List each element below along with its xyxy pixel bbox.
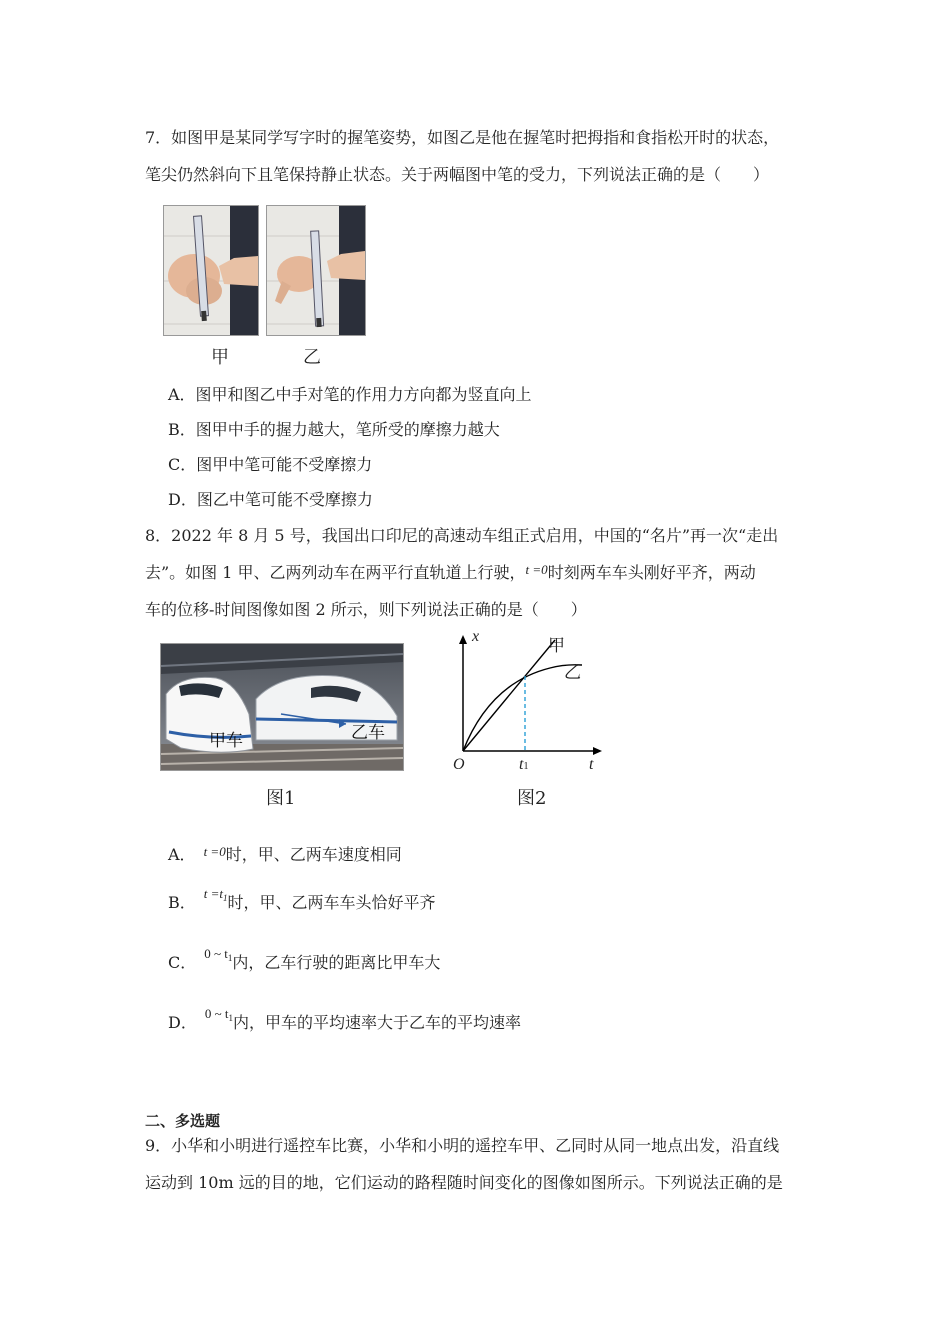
q8-option-c[interactable]	[168, 946, 441, 978]
q8-stem-line3: 车的位移-时间图像如图 2 所示，则下列说法正确的是（ ）	[145, 600, 587, 619]
q8-option-d[interactable]	[168, 1006, 522, 1038]
q8-option-c-letter: C．	[168, 953, 197, 972]
q8-stem-line2-pre: 去”。如图 1 甲、乙两列动车在两平行直轨道上行驶，	[145, 563, 526, 582]
q7-option-a[interactable]: A．图甲和图乙中手对笔的作用力方向都为竖直向上	[168, 385, 532, 404]
q7-photo-right	[266, 205, 366, 336]
q8-fig2-t1-main: t	[519, 756, 524, 773]
q7-stem-line2: 笔尖仍然斜向下且笔保持静止状态。关于两幅图中笔的受力，下列说法正确的是（ ）	[145, 165, 770, 184]
q8-option-b-text: 时，甲、乙两车车头恰好平齐	[227, 893, 436, 912]
q7-caption-left: 甲	[211, 347, 229, 368]
q7-option-d[interactable]: D．图乙中笔可能不受摩擦力	[168, 490, 373, 509]
q8-option-c-math-main: 0 ~ t	[204, 946, 228, 961]
q9-stem-line1: 9．小华和小明进行遥控车比赛，小华和小明的遥控车甲、乙同时从同一地点出发，沿直线	[145, 1136, 780, 1155]
q8-fig2-xt-graph	[450, 628, 610, 778]
q7-option-c[interactable]: C．图甲中笔可能不受摩擦力	[168, 455, 373, 474]
q8-option-b[interactable]	[168, 886, 436, 918]
q8-option-c-math-sub: 1	[227, 953, 233, 963]
q8-option-d-text: 内，甲车的平均速率大于乙车的平均速率	[233, 1013, 522, 1032]
q8-fig2-t1-sub: 1	[523, 761, 529, 772]
q8-fig1-label-jia: 甲车	[209, 731, 243, 751]
q9-stem-line2: 运动到 10m 远的目的地，它们运动的路程随时间变化的图像如图所示。下列说法正确的是	[145, 1173, 783, 1192]
q8-fig1-caption: 图1	[266, 788, 296, 809]
q8-stem-line2	[145, 563, 756, 584]
q8-option-a-math: t =0	[203, 844, 226, 859]
q8-option-d-math-main: 0 ~ t	[204, 1006, 229, 1021]
q8-stem-line1: 8．2022 年 8 月 5 号，我国出口印尼的高速动车组正式启用，中国的“名片”再一次“走出	[145, 526, 779, 545]
q7-option-b[interactable]: B．图甲中手的握力越大，笔所受的摩擦力越大	[168, 420, 500, 439]
q8-fig2-origin-label: O	[453, 756, 465, 773]
q8-option-d-math	[205, 1006, 233, 1021]
q8-fig2-caption: 图2	[517, 788, 547, 809]
q8-stem-line2-post: 时刻两车车头刚好平齐，两动	[547, 563, 756, 582]
q8-fig1-label-yi: 乙车	[351, 723, 385, 743]
q8-option-b-math-main: t =t	[203, 886, 224, 901]
q7-caption-right: 乙	[303, 347, 321, 368]
q8-option-b-letter: B．	[168, 893, 196, 912]
q8-option-b-math-sub: 1	[223, 893, 228, 903]
q7-photo-left	[163, 205, 259, 336]
q8-fig2-t1-label	[519, 756, 528, 774]
q8-option-a[interactable]	[168, 845, 402, 866]
q8-fig2-curve-jia-label: 甲	[548, 636, 565, 656]
q8-fig2-curve-yi-label: 乙	[564, 663, 581, 683]
q8-stem-line2-math: t =0	[525, 562, 548, 577]
section-heading: 二、多选题	[145, 1112, 221, 1130]
q8-option-d-letter: D．	[168, 1013, 197, 1032]
q8-fig2-x-label: t	[589, 756, 594, 773]
q7-stem-line1: 7．如图甲是某同学写字时的握笔姿势，如图乙是他在握笔时把拇指和食指松开时的状态，	[145, 128, 780, 147]
q8-fig1-train-photo	[160, 643, 404, 771]
q8-option-b-math	[204, 886, 228, 901]
q8-option-c-text: 内，乙车行驶的距离比甲车大	[232, 953, 441, 972]
q8-option-a-text: 时，甲、乙两车速度相同	[225, 845, 402, 864]
q8-option-a-letter: A．	[168, 845, 196, 864]
q8-option-d-math-sub: 1	[228, 1013, 233, 1023]
q8-fig2-y-label: x	[472, 628, 480, 645]
q8-option-c-math	[204, 946, 232, 961]
